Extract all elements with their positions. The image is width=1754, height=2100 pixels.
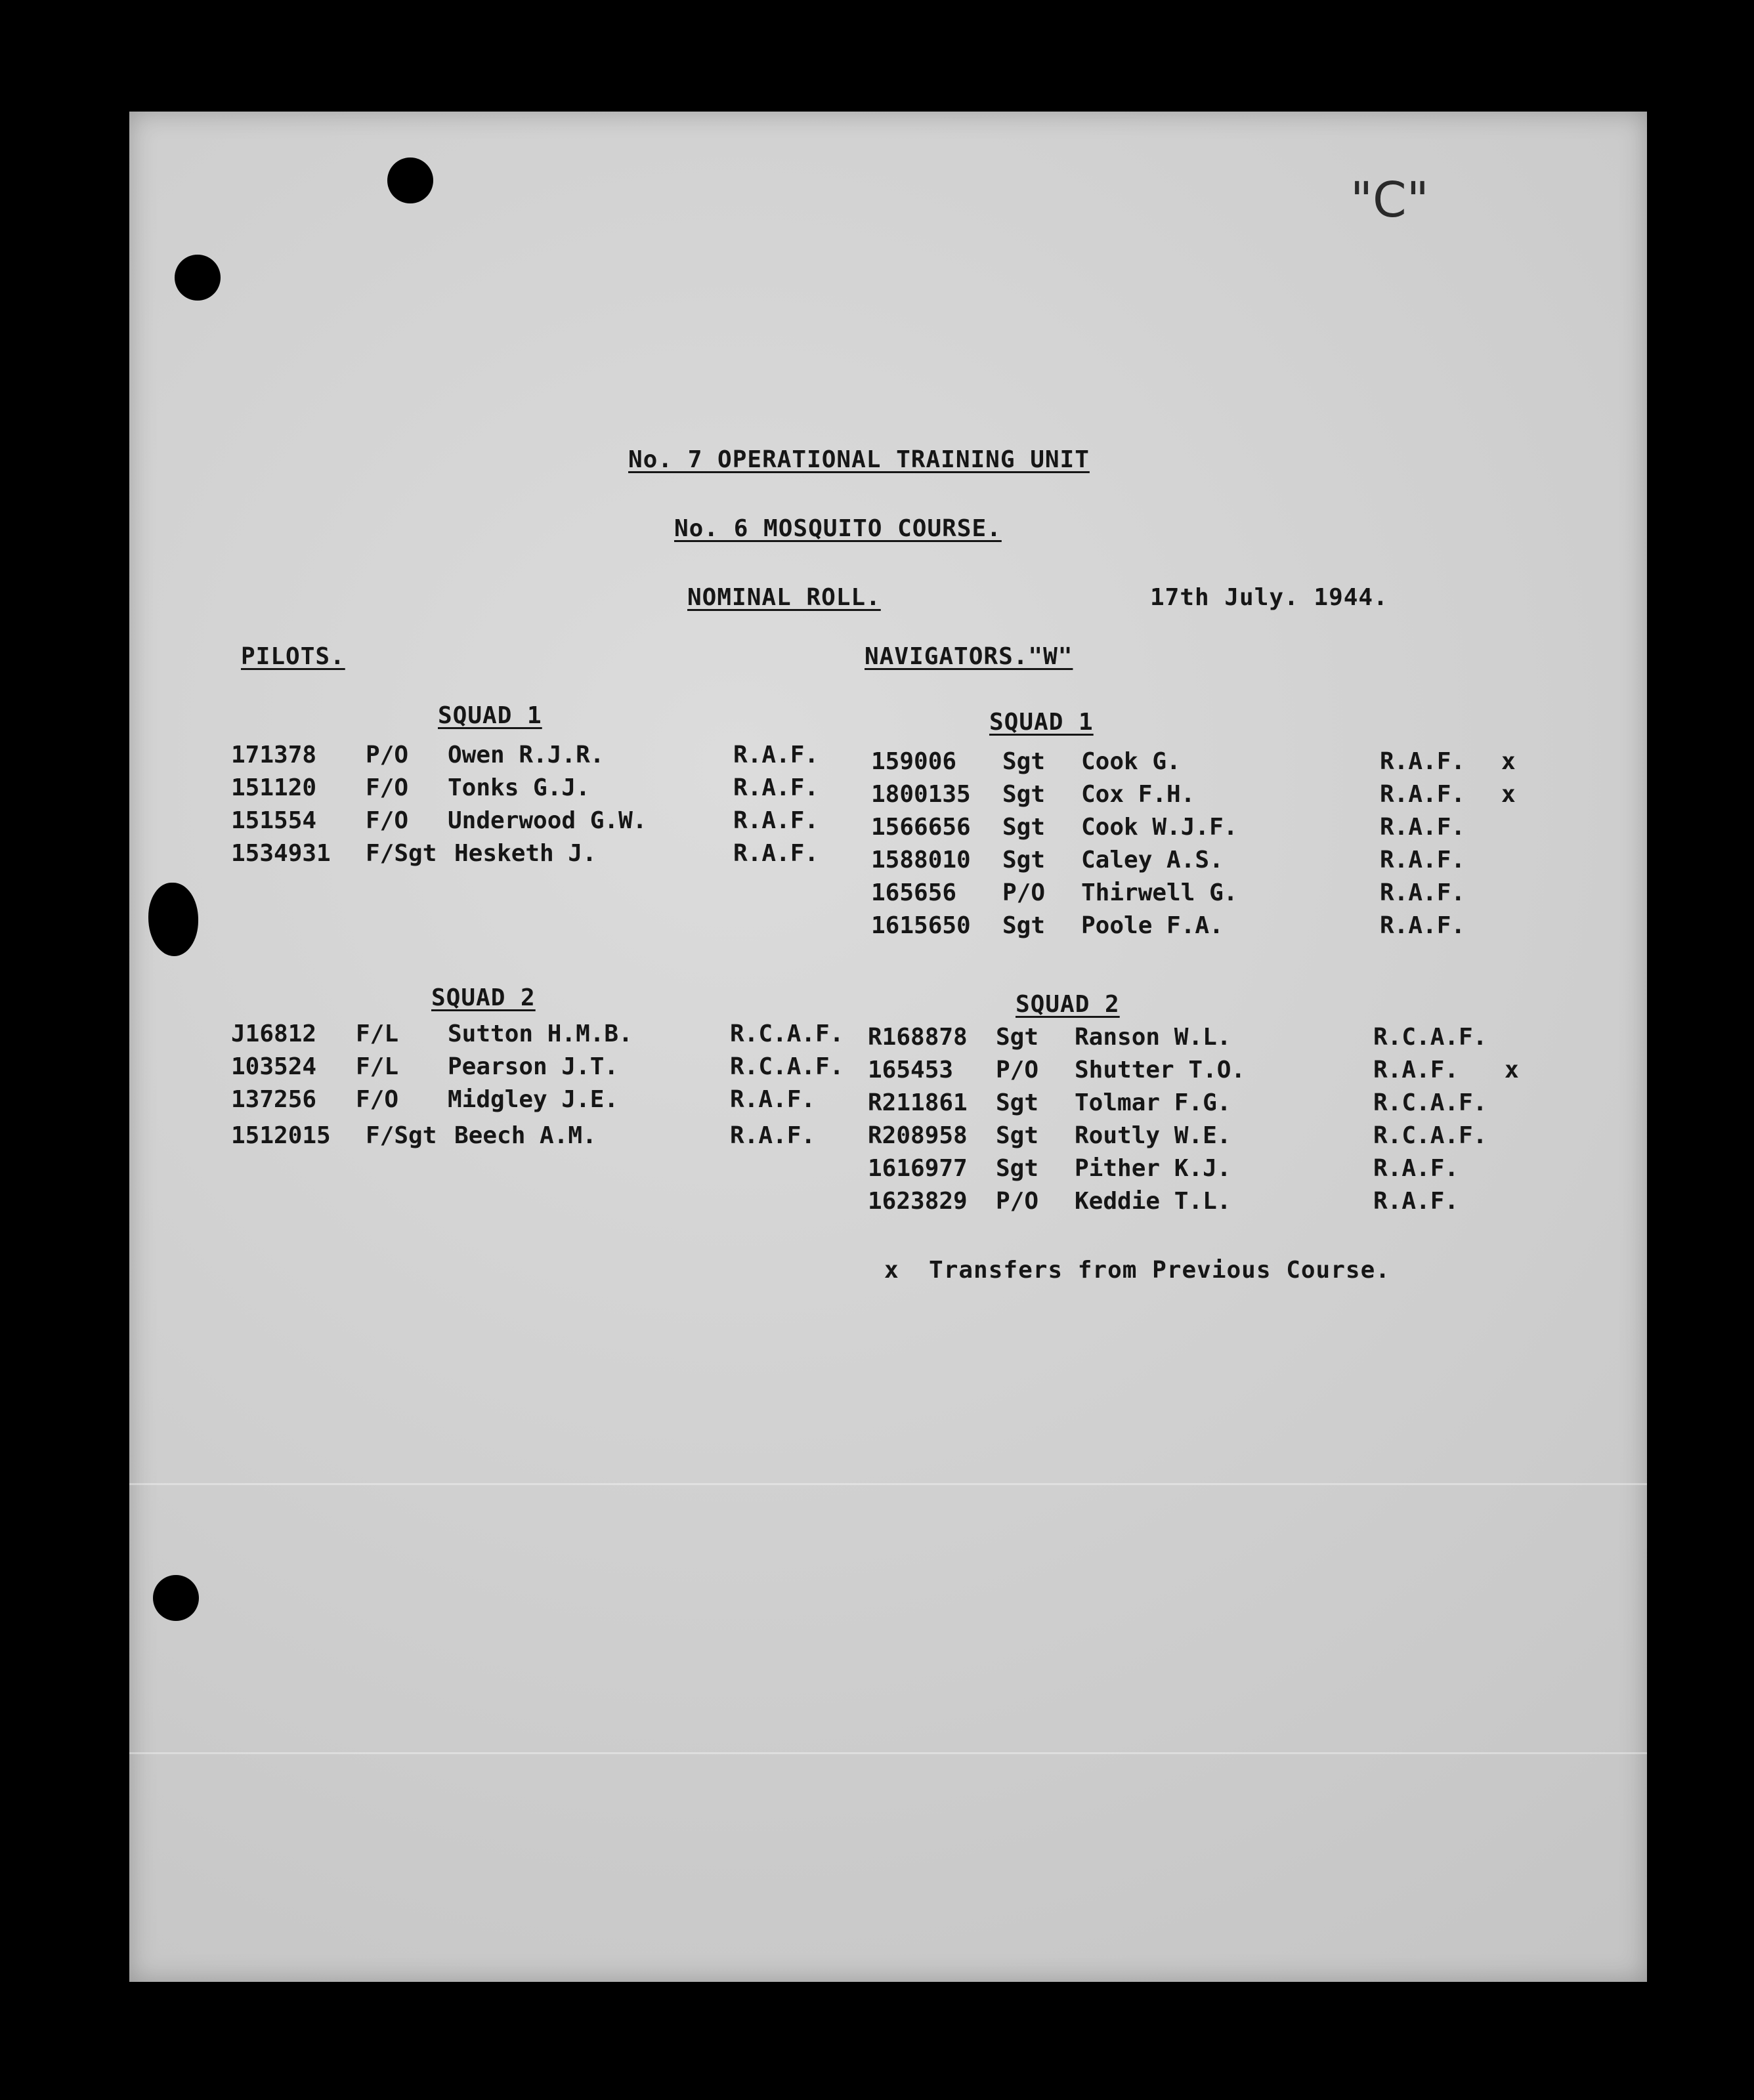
course-title: No. 6 MOSQUITO COURSE. (674, 515, 1002, 542)
rank: F/Sgt (366, 1122, 437, 1149)
rank: F/O (356, 1086, 399, 1113)
service: R.C.A.F. (1373, 1089, 1487, 1116)
rank: Sgt (1002, 912, 1046, 939)
document-page (129, 112, 1647, 1982)
service: R.A.F. (730, 1122, 816, 1149)
navigators-squad2-title: SQUAD 2 (1016, 991, 1120, 1018)
name: Tolmar F.G. (1075, 1089, 1231, 1116)
rank: Sgt (1002, 781, 1046, 808)
name: Ranson W.L. (1075, 1024, 1231, 1051)
rank: P/O (996, 1188, 1039, 1215)
service: R.A.F. (1373, 1057, 1459, 1083)
rank: Sgt (1002, 748, 1046, 775)
transfer-mark: x (1501, 781, 1516, 808)
rank: Sgt (996, 1024, 1039, 1051)
name: Thirwell G. (1081, 879, 1238, 906)
rank: F/Sgt (366, 840, 437, 867)
service-number: 1534931 (231, 840, 331, 867)
service: R.C.A.F. (730, 1020, 844, 1047)
service-number: J16812 (231, 1020, 317, 1047)
name: Cook W.J.F. (1081, 814, 1238, 841)
name: Routly W.E. (1075, 1122, 1231, 1149)
service-number: R211861 (868, 1089, 968, 1116)
service-number: 103524 (231, 1053, 317, 1080)
document-date: 17th July. 1944. (1150, 584, 1388, 611)
service-number: R168878 (868, 1024, 968, 1051)
service: R.A.F. (1373, 1155, 1459, 1182)
name: Cox F.H. (1081, 781, 1195, 808)
rank: F/O (366, 807, 409, 834)
service: R.A.F. (1373, 1188, 1459, 1215)
name: Sutton H.M.B. (448, 1020, 633, 1047)
rank: F/L (356, 1053, 399, 1080)
rank: P/O (366, 742, 409, 768)
rank: Sgt (1002, 814, 1046, 841)
name: Caley A.S. (1081, 847, 1224, 873)
service-number: 1800135 (871, 781, 971, 808)
punch-hole (153, 1575, 199, 1621)
name: Hesketh J. (454, 840, 597, 867)
service-number: 137256 (231, 1086, 317, 1113)
pilots-squad1-title: SQUAD 1 (438, 702, 542, 729)
service: R.C.A.F. (1373, 1024, 1487, 1051)
service-number: 1623829 (868, 1188, 968, 1215)
name: Beech A.M. (454, 1122, 597, 1149)
service: R.A.F. (733, 742, 819, 768)
name: Tonks G.J. (448, 774, 590, 801)
service-number: 151554 (231, 807, 317, 834)
service-number: 165453 (868, 1057, 954, 1083)
service-number: 171378 (231, 742, 317, 768)
name: Owen R.J.R. (448, 742, 605, 768)
punch-hole (387, 158, 433, 203)
navigators-squad1-title: SQUAD 1 (989, 709, 1094, 736)
service-number: 1615650 (871, 912, 971, 939)
name: Shutter T.O. (1075, 1057, 1246, 1083)
service-number: 1616977 (868, 1155, 968, 1182)
rank: F/O (366, 774, 409, 801)
rank: Sgt (996, 1122, 1039, 1149)
name: Pearson J.T. (448, 1053, 619, 1080)
navigators-heading: NAVIGATORS."W" (865, 643, 1073, 670)
rank: P/O (996, 1057, 1039, 1083)
service: R.A.F. (1380, 879, 1466, 906)
pilots-squad2-title: SQUAD 2 (431, 984, 536, 1011)
service-number: 1588010 (871, 847, 971, 873)
name: Pither K.J. (1075, 1155, 1231, 1182)
punch-hole (148, 883, 198, 956)
rank: F/L (356, 1020, 399, 1047)
service: R.A.F. (1380, 781, 1466, 808)
service: R.C.A.F. (1373, 1122, 1487, 1149)
service: R.A.F. (733, 807, 819, 834)
service: R.C.A.F. (730, 1053, 844, 1080)
service: R.A.F. (1380, 912, 1466, 939)
rank: Sgt (996, 1155, 1039, 1182)
service: R.A.F. (730, 1086, 816, 1113)
footnote: x Transfers from Previous Course. (884, 1257, 1390, 1284)
service-number: 159006 (871, 748, 957, 775)
handwritten-mark: "C" (1350, 172, 1429, 228)
transfer-mark: x (1505, 1057, 1519, 1083)
punch-hole (175, 255, 221, 301)
pilots-heading: PILOTS. (241, 643, 345, 670)
paper-crease (129, 1483, 1647, 1485)
service: R.A.F. (733, 840, 819, 867)
service: R.A.F. (733, 774, 819, 801)
rank: Sgt (1002, 847, 1046, 873)
service: R.A.F. (1380, 748, 1466, 775)
name: Cook G. (1081, 748, 1181, 775)
transfer-mark: x (1501, 748, 1516, 775)
name: Keddie T.L. (1075, 1188, 1231, 1215)
service: R.A.F. (1380, 814, 1466, 841)
unit-title: No. 7 OPERATIONAL TRAINING UNIT (628, 446, 1090, 473)
rank: P/O (1002, 879, 1046, 906)
name: Poole F.A. (1081, 912, 1224, 939)
name: Midgley J.E. (448, 1086, 619, 1113)
service-number: R208958 (868, 1122, 968, 1149)
service-number: 1566656 (871, 814, 971, 841)
service-number: 151120 (231, 774, 317, 801)
nominal-roll-title: NOMINAL ROLL. (687, 584, 881, 611)
rank: Sgt (996, 1089, 1039, 1116)
paper-crease (129, 1752, 1647, 1754)
service-number: 165656 (871, 879, 957, 906)
name: Underwood G.W. (448, 807, 647, 834)
service: R.A.F. (1380, 847, 1466, 873)
service-number: 1512015 (231, 1122, 331, 1149)
